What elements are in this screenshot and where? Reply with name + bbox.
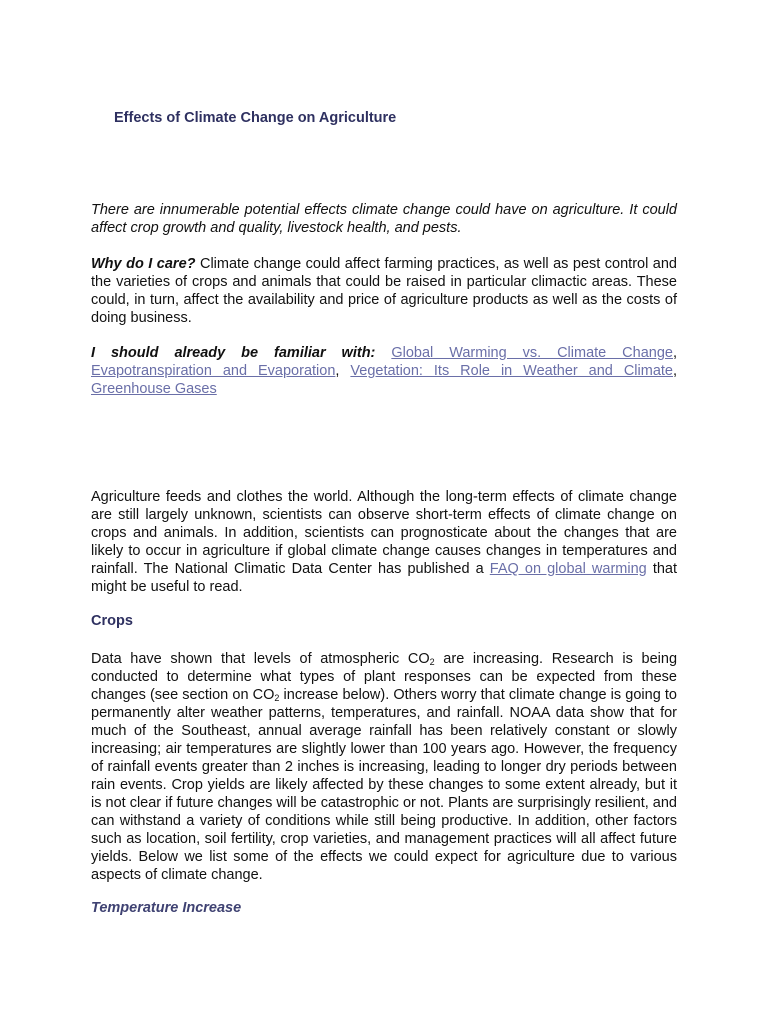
agriculture-text-after: that might be useful to read. xyxy=(91,561,678,595)
co2-subscript: 2 xyxy=(429,657,435,667)
intro-paragraph: There are innumerable potential effects climate change could have on agriculture. It could affect crop growth and quality, livestock health, and pests. xyxy=(91,202,677,236)
why-care-label: Why do I care? xyxy=(91,256,196,272)
why-care-paragraph xyxy=(91,255,677,327)
co2-subscript: 2 xyxy=(274,693,280,703)
link-global-warming-vs-climate-change[interactable]: Global Warming vs. Climate Change xyxy=(391,345,673,361)
familiar-label: I should already be familiar with: xyxy=(91,345,376,361)
familiar-paragraph xyxy=(91,344,677,398)
link-separator: , xyxy=(672,363,678,379)
crops-heading: Crops xyxy=(91,613,133,629)
link-greenhouse-gases[interactable]: Greenhouse Gases xyxy=(91,381,217,397)
crops-text-3: increase below). Others worry that climate change is going to permanently alter weather patterns, temperatures, and rainfall. NOAA data show that for much of the Southeast, annual average rainfall has been relatively constant or slowly increasing; air temperatures are slightly lower than 100 years ago. However, the frequency of rainfall events greater than 2 inches is increasing, leading to longer dry periods between rain events. Crop yields are likely affected by these changes to some extent already, but it is not clear if future changes will be catastrophic or not. Plants are surprisingly resilient, and can withstand a variety of conditions while still being productive. In addition, other factors such as location, soil fertility, crop varieties, and management practices will all affect future yields. Below we list some of the effects we could expect for agriculture due to various aspects of climate change. xyxy=(91,687,677,883)
crops-paragraph xyxy=(91,650,677,884)
link-vegetation-role[interactable]: Vegetation: Its Role in Weather and Climate xyxy=(350,363,673,379)
link-separator: , xyxy=(335,363,351,379)
agriculture-paragraph xyxy=(91,488,677,596)
temperature-increase-heading: Temperature Increase xyxy=(91,900,242,916)
link-evapotranspiration[interactable]: Evapotranspiration and Evaporation xyxy=(91,363,336,379)
document-title: Effects of Climate Change on Agriculture xyxy=(114,110,397,126)
link-separator: , xyxy=(672,345,678,361)
link-faq-global-warming[interactable]: FAQ on global warming xyxy=(489,561,647,577)
agriculture-text: Agriculture feeds and clothes the world. Although the long-term effects of climate change are still largely unknown, scientists can observe short-term effects of climate change on crops and animals. In addition, scientists can prognosticate about the changes that are likely to occur in agriculture if global climate change causes changes in temperatures and rainfall. The National Climatic Data Center has published a xyxy=(91,489,677,577)
why-care-text: Climate change could affect farming practices, as well as pest control and the varieties of crops and animals that could be raised in particular climactic areas. These could, in turn, affect the availability and price of agriculture products as well as the costs of doing business. xyxy=(91,256,677,326)
crops-text-2: are increasing. Research is being conducted to determine what types of plant responses can be expected from these changes (see section on CO xyxy=(91,651,678,703)
crops-text-1: Data have shown that levels of atmospheric CO xyxy=(91,651,430,667)
